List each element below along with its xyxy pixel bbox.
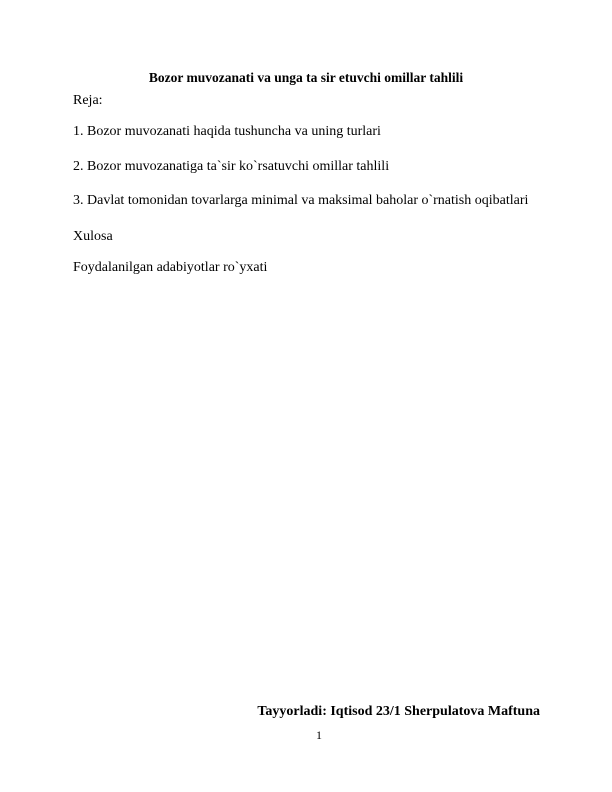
plan-item-1: 1. Bozor muvozanati haqida tushuncha va uning turlari — [73, 124, 381, 139]
plan-item-3: 3. Davlat tomonidan tovarlarga minimal va maksimal baholar o`rnatish oqibatlari — [73, 193, 529, 208]
author-line: Tayyorladi: Iqtisod 23/1 Sherpulatova Maftuna — [257, 704, 540, 719]
plan-item-2: 2. Bozor muvozanatiga ta`sir ko`rsatuvchi omillar tahlili — [73, 159, 390, 174]
plan-heading: Reja: — [73, 93, 103, 108]
document-title: Bozor muvozanati va unga ta sir etuvchi omillar tahlili — [148, 70, 464, 85]
page-number: 1 — [316, 728, 322, 742]
conclusion-item: Xulosa — [73, 229, 113, 244]
references-item: Foydalanilgan adabiyotlar ro`yxati — [73, 260, 268, 275]
